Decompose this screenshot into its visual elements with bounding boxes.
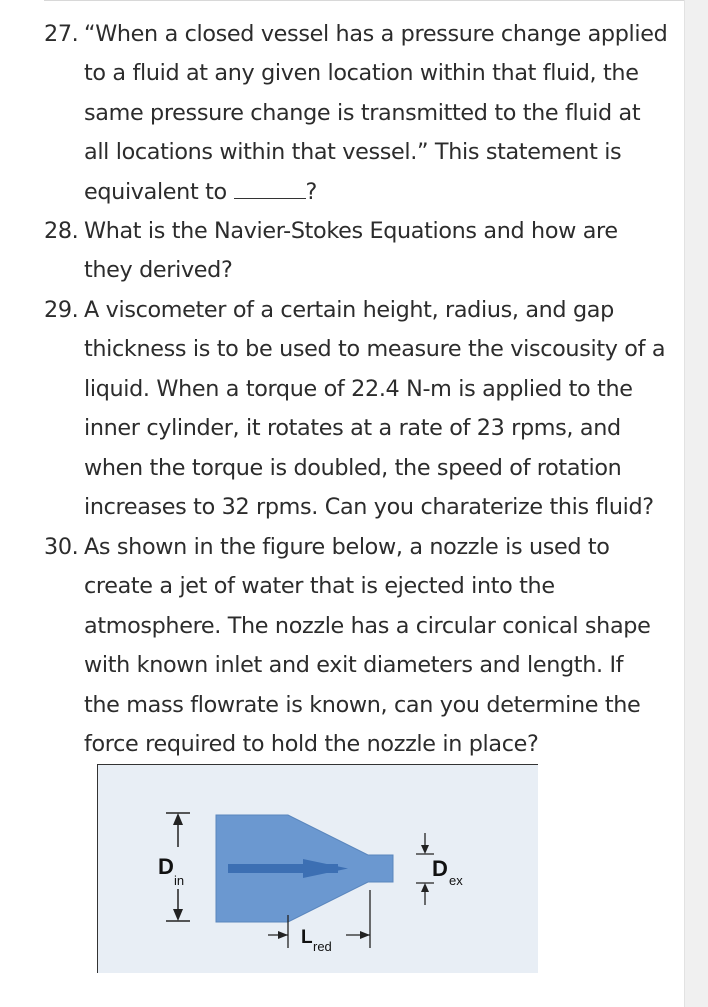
question-text-line: As shown in the figure below, a nozzle is used to (84, 534, 610, 560)
answer-blank (234, 178, 306, 199)
nozzle-figure (97, 764, 538, 973)
question-text-line: all locations within that vessel.” This statement is (84, 139, 622, 166)
question-text-line: increases to 32 rpms. Can you charaterize this fluid? (84, 494, 654, 521)
question-text-line: force required to hold the nozzle in place? (84, 731, 539, 758)
question-text-line: A viscometer of a certain height, radius, and gap (84, 297, 614, 323)
question-text-line: the mass flowrate is known, can you determine the (84, 691, 641, 718)
exit-diameter-subscript: ex (449, 873, 463, 888)
question-text-fragment: equivalent to (84, 178, 234, 205)
top-divider (44, 0, 684, 1)
question-text-line: with known inlet and exit diameters and length. If (84, 652, 624, 679)
question-text-line: they derived? (84, 257, 233, 284)
question-30 (44, 528, 684, 764)
question-28 (44, 212, 684, 291)
question-29 (44, 291, 684, 527)
question-text-line: create a jet of water that is ejected into the (84, 573, 555, 600)
length-label: L (301, 927, 313, 948)
question-number: 29. (44, 297, 79, 323)
question-text-line: same pressure change is transmitted to the fluid at (84, 99, 641, 126)
question-text-fragment: ? (305, 178, 317, 205)
question-text-line: liquid. When a torque of 22.4 N-m is applied to the (84, 375, 633, 402)
question-text-line (44, 173, 684, 212)
nozzle-diagram (98, 765, 538, 973)
question-27 (44, 15, 684, 212)
question-text-line: What is the Navier-Stokes Equations and how are (84, 218, 618, 244)
question-text-line: thickness is to be used to measure the viscousity of a (84, 336, 666, 363)
inlet-diameter-subscript: in (174, 873, 185, 888)
question-number: 27. (44, 21, 79, 47)
length-subscript: red (313, 939, 332, 954)
question-number: 28. (44, 218, 79, 244)
exit-diameter-label: D (432, 856, 448, 881)
question-text-line: atmosphere. The nozzle has a circular conical shape (84, 612, 651, 639)
question-text-line: “When a closed vessel has a pressure change applied (84, 21, 668, 47)
question-text-line: inner cylinder, it rotates at a rate of 23 rpms, and (84, 415, 621, 442)
question-text-line: when the torque is doubled, the speed of rotation (84, 454, 622, 481)
question-text-line: to a fluid at any given location within that fluid, the (84, 60, 639, 87)
inlet-diameter-label: D (158, 854, 174, 879)
question-number: 30. (44, 534, 79, 560)
